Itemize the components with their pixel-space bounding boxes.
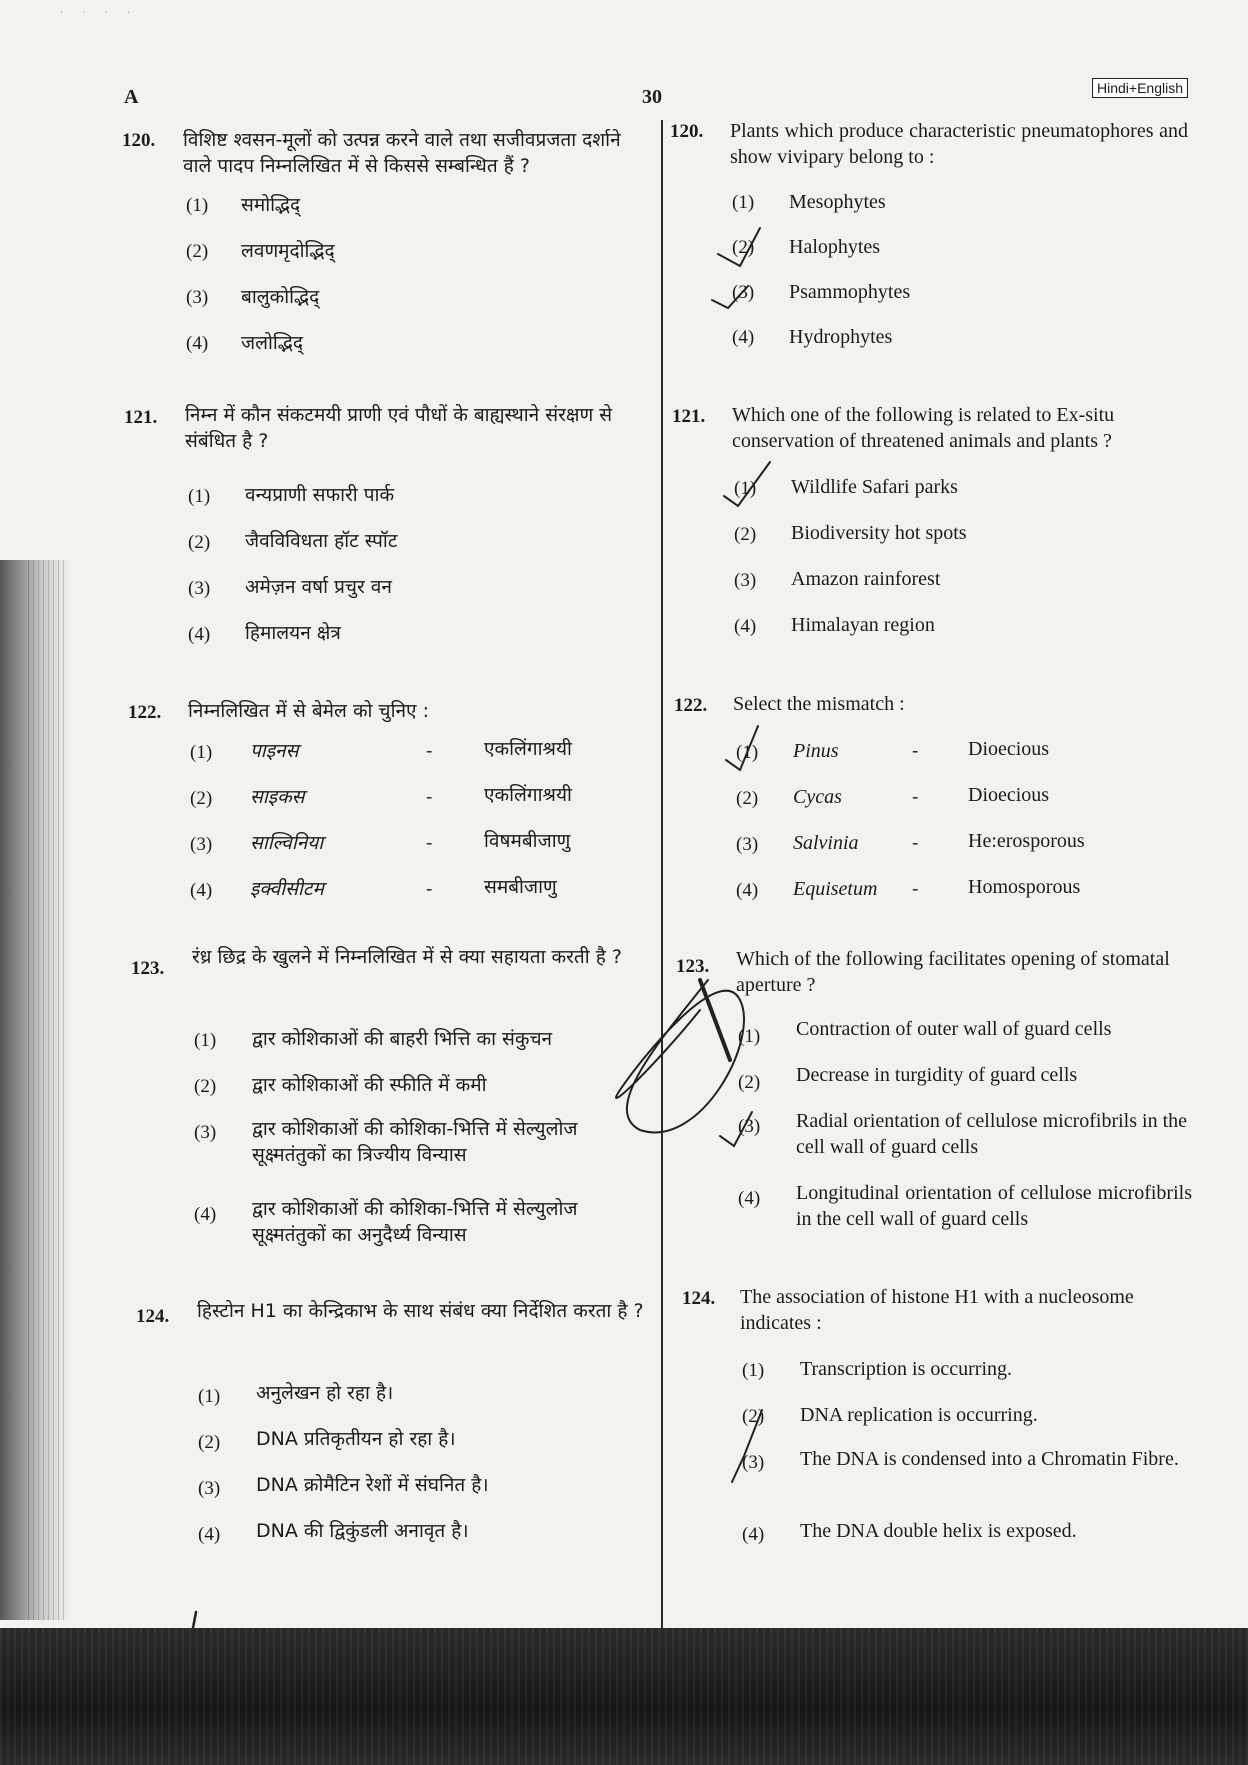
option-text: The DNA is condensed into a Chromatin Fibre.: [800, 1448, 1179, 1470]
option-number: (4): [190, 880, 213, 901]
option-text: अनुलेखन हो रहा है।: [256, 1382, 394, 1404]
question-number: 120.: [122, 130, 156, 151]
option-text: Himalayan region: [791, 614, 935, 636]
question-number: 122.: [128, 702, 162, 723]
option-number: (2): [186, 241, 209, 262]
separator: -: [426, 786, 433, 808]
option-number: (4): [188, 624, 211, 645]
option-text: द्वार कोशिकाओं की बाहरी भित्ति का संकुचन: [252, 1028, 553, 1050]
option-number: (2): [198, 1432, 221, 1453]
option-term: साल्विनिया: [250, 832, 324, 854]
question-text: Select the mismatch :: [733, 693, 905, 715]
question-number: 122.: [674, 695, 708, 716]
option-number: (1): [734, 478, 757, 499]
option-number: (3): [194, 1122, 217, 1143]
question-text: The association of histone H1 with a nucleosome indicates :: [740, 1286, 1134, 1334]
option-desc: एकलिंगाश्रयी: [484, 784, 572, 806]
option-text: DNA क्रोमैटिन रेशों में संघनित है।: [256, 1474, 489, 1496]
option-number: (1): [194, 1030, 217, 1051]
option-number: (2): [742, 1406, 765, 1427]
option-number: (1): [198, 1386, 221, 1407]
option-text: हिमालयन क्षेत्र: [245, 622, 341, 644]
option-text: DNA replication is occurring.: [800, 1404, 1038, 1426]
option-number: (3): [188, 578, 211, 599]
question-number: 124.: [136, 1306, 170, 1327]
option-desc: Homosporous: [968, 876, 1081, 898]
option-number: (2): [732, 237, 755, 258]
question-text: Which one of the following is related to Ex-situ conservation of threatened animals and plants ?: [732, 404, 1115, 452]
option-number: (1): [738, 1026, 761, 1047]
option-number: (3): [736, 834, 759, 855]
option-number: (4): [198, 1524, 221, 1545]
option-text: DNA प्रतिकृतीयन हो रहा है।: [256, 1428, 456, 1450]
option-desc: Dioecious: [968, 784, 1050, 806]
option-text: Biodiversity hot spots: [791, 522, 967, 544]
option-text: Mesophytes: [789, 191, 886, 213]
option-text: वन्यप्राणी सफारी पार्क: [245, 484, 395, 506]
question-text: Plants which produce characteristic pneumatophores and show vivipary belong to :: [730, 120, 1188, 168]
option-number: (3): [738, 1116, 761, 1137]
option-desc: He:erosporous: [968, 830, 1085, 852]
option-number: (3): [742, 1452, 765, 1473]
option-desc: समबीजाणु: [484, 876, 557, 898]
option-number: (2): [738, 1072, 761, 1093]
option-term: Cycas: [793, 786, 842, 808]
separator: -: [426, 832, 433, 854]
option-text: Halophytes: [789, 236, 881, 258]
separator: -: [912, 878, 919, 900]
option-number: (4): [736, 880, 759, 901]
option-desc: विषमबीजाणु: [484, 830, 571, 852]
option-text: अमेज़न वर्षा प्रचुर वन: [245, 576, 392, 598]
option-text: Transcription is occurring.: [800, 1358, 1013, 1380]
option-term: साइकस: [250, 786, 305, 808]
option-number: (2): [194, 1076, 217, 1097]
section-letter: A: [124, 86, 139, 108]
option-text: द्वार कोशिकाओं की कोशिका-भित्ति में सेल्युलोज सूक्ष्मतंतुकों का अनुदैर्ध्य विन्यास: [252, 1198, 578, 1246]
option-number: (3): [186, 287, 209, 308]
option-text: Amazon rainforest: [791, 568, 941, 590]
option-term: इक्वीसीटम: [250, 878, 324, 900]
language-badge: Hindi+English: [1092, 78, 1188, 98]
option-number: (3): [190, 834, 213, 855]
option-term: Pinus: [793, 740, 839, 762]
option-number: (4): [734, 616, 757, 637]
option-number: (4): [194, 1204, 217, 1225]
stray-mark: [193, 1612, 196, 1628]
option-number: (1): [732, 192, 755, 213]
option-number: (1): [190, 742, 213, 763]
option-text: जैवविविधता हॉट स्पॉट: [245, 530, 398, 552]
question-number: 124.: [682, 1288, 716, 1309]
option-text: Longitudinal orientation of cellulose microfibrils in the cell wall of guard cells: [796, 1182, 1192, 1230]
question-text: निम्नलिखित में से बेमेल को चुनिए :: [188, 700, 429, 722]
option-number: (2): [734, 524, 757, 545]
option-text: Hydrophytes: [789, 326, 893, 348]
question-text: Which of the following facilitates opening of stomatal aperture ?: [736, 948, 1170, 996]
option-number: (1): [186, 195, 209, 216]
question-text: हिस्टोन H1 का केन्द्रिकाभ के साथ संबंध क्या निर्देशित करता है ?: [197, 1300, 644, 1322]
column-divider: [661, 120, 663, 1640]
option-number: (3): [198, 1478, 221, 1499]
option-number: (2): [190, 788, 213, 809]
question-number: 123.: [131, 958, 165, 979]
option-text: Radial orientation of cellulose microfibrils in the cell wall of guard cells: [796, 1110, 1188, 1158]
separator: -: [912, 786, 919, 808]
option-text: Decrease in turgidity of guard cells: [796, 1064, 1078, 1086]
question-number: 121.: [672, 406, 706, 427]
scan-artifact: · · · ·: [60, 8, 139, 19]
option-text: बालुकोद्भिद्: [241, 286, 320, 308]
question-text: विशिष्ट श्वसन-मूलों को उत्पन्न करने वाले तथा सजीवप्रजता दर्शाने वाले पादप निम्नलिखित में से किससे सम्बन्धित हैं ?: [183, 129, 621, 177]
option-number: (2): [188, 532, 211, 553]
question-number: 123.: [676, 956, 710, 977]
option-text: The DNA double helix is exposed.: [800, 1520, 1077, 1542]
option-number: (2): [736, 788, 759, 809]
option-desc: Dioecious: [968, 738, 1050, 760]
option-text: जलोद्भिद्: [241, 332, 303, 354]
option-number: (4): [186, 333, 209, 354]
scan-bottom-texture: [0, 1628, 1248, 1765]
question-text: रंध्र छिद्र के खुलने में निम्नलिखित में से क्या सहायता करती है ?: [192, 946, 622, 968]
option-text: द्वार कोशिकाओं की स्फीति में कमी: [252, 1074, 487, 1096]
option-text: Wildlife Safari parks: [791, 476, 958, 498]
separator: -: [426, 740, 433, 762]
option-term: Salvinia: [793, 832, 859, 854]
separator: -: [426, 878, 433, 900]
option-number: (1): [188, 486, 211, 507]
question-text: निम्न में कौन संकटमयी प्राणी एवं पौधों के बाह्यस्थाने संरक्षण से संबंधित है ?: [185, 404, 613, 452]
scan-edge-texture: [28, 560, 68, 1620]
option-text: Psammophytes: [789, 281, 911, 303]
option-text: DNA की द्विकुंडली अनावृत है।: [256, 1520, 469, 1542]
option-number: (3): [734, 570, 757, 591]
option-number: (4): [732, 327, 755, 348]
option-number: (1): [742, 1360, 765, 1381]
question-number: 121.: [124, 407, 158, 428]
option-term: Equisetum: [793, 878, 878, 900]
option-desc: एकलिंगाश्रयी: [484, 738, 572, 760]
question-number: 120.: [670, 121, 704, 142]
scribble-mark: [616, 980, 744, 1132]
option-number: (1): [736, 742, 759, 763]
option-number: (3): [732, 282, 755, 303]
option-text: द्वार कोशिकाओं की कोशिका-भित्ति में सेल्युलोज सूक्ष्मतंतुकों का त्रिज्यीय विन्यास: [252, 1118, 578, 1166]
option-text: समोद्भिद्: [241, 194, 301, 216]
separator: -: [912, 832, 919, 854]
page-number: 30: [642, 86, 662, 108]
option-term: पाइनस: [250, 740, 299, 762]
option-text: लवणमृदोद्भिद्: [241, 240, 335, 262]
option-text: Contraction of outer wall of guard cells: [796, 1018, 1112, 1040]
separator: -: [912, 740, 919, 762]
scribble-mark: [700, 980, 730, 1060]
option-number: (4): [738, 1188, 761, 1209]
option-number: (4): [742, 1524, 765, 1545]
